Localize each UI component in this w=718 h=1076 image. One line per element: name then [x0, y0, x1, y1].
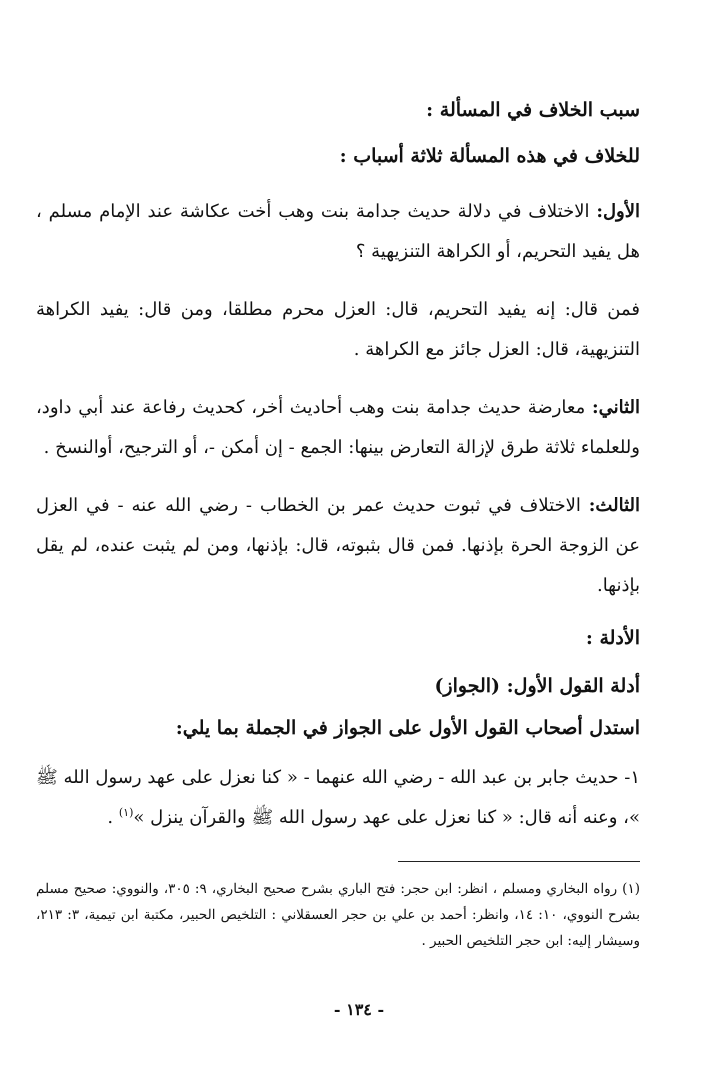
- reason-third: [36, 486, 640, 606]
- reason-label: الأول:: [596, 201, 640, 222]
- footnote-ref[interactable]: (١): [118, 806, 134, 819]
- footnote-divider: [398, 861, 640, 862]
- evidence-heading: الأدلة :: [585, 627, 640, 649]
- first-opinion-heading: أدلة القول الأول: (الجواز): [434, 675, 640, 697]
- reason-text: الاختلاف في دلالة حديث جدامة بنت وهب أخت عكاشة عند الإمام مسلم ، هل يفيد التحريم، أو الكراهة التنزيهية ؟: [36, 201, 640, 262]
- footnotes: [36, 876, 640, 954]
- page-body: [36, 96, 640, 838]
- section-subheading: للخلاف في هذه المسألة ثلاثة أسباب :: [339, 145, 640, 167]
- reason-text: الاختلاف في ثبوت حديث عمر بن الخطاب - رضي الله عنه - في العزل عن الزوجة الحرة بإذنها. فمن قال بثبوته، قال: بإذنها، ومن لم يثبت عنده، لم يقل بإذنها.: [36, 495, 640, 596]
- page-number: - ١٣٤ -: [333, 1000, 385, 1019]
- footnote-1: (١) رواه البخاري ومسلم ، انظر: ابن حجر: فتح الباري بشرح صحيح البخاري، ٩: ٣٠٥، والنووي: صحيح مسلم بشرح النووي، ١٠: ١٤، وانظر: أحمد بن علي بن حجر العسقلاني : التلخيص الحبير، مكتبة ابن تيمية، ٣: ٢١٣، وسيشار إليه: ابن حجر التلخيص الحبير .: [36, 881, 640, 949]
- hadith-text: ١- حديث جابر بن عبد الله - رضي الله عنهما - « كنا نعزل على عهد رسول الله ﷺ »، وعنه أنه قال: « كنا نعزل على عهد رسول الله ﷺ والقرآن ينزل »: [36, 767, 640, 828]
- reason-label: الثاني:: [591, 397, 640, 418]
- hadith-paragraph: [36, 758, 640, 838]
- reason-first-detail: [36, 290, 640, 370]
- hadith-end: .: [107, 807, 119, 828]
- reason-text: معارضة حديث جدامة بنت وهب أحاديث أخر، كحديث رفاعة عند أبي داود، وللعلماء ثلاثة طرق لإزالة التعارض بينها: الجمع - إن أمكن -، أو الترجيح، أوالنسخ .: [36, 397, 640, 458]
- reason-label: الثالث:: [588, 495, 640, 516]
- reason-second: [36, 388, 640, 468]
- reason-first: [36, 192, 640, 272]
- istidlal-heading: استدل أصحاب القول الأول على الجواز في الجملة بما يلي:: [175, 717, 640, 739]
- section-heading: سبب الخلاف في المسألة :: [426, 99, 640, 121]
- reason-text: فمن قال: إنه يفيد التحريم، قال: العزل محرم مطلقا، ومن قال: يفيد الكراهة التنزيهية، قال: العزل جائز مع الكراهة .: [36, 299, 640, 360]
